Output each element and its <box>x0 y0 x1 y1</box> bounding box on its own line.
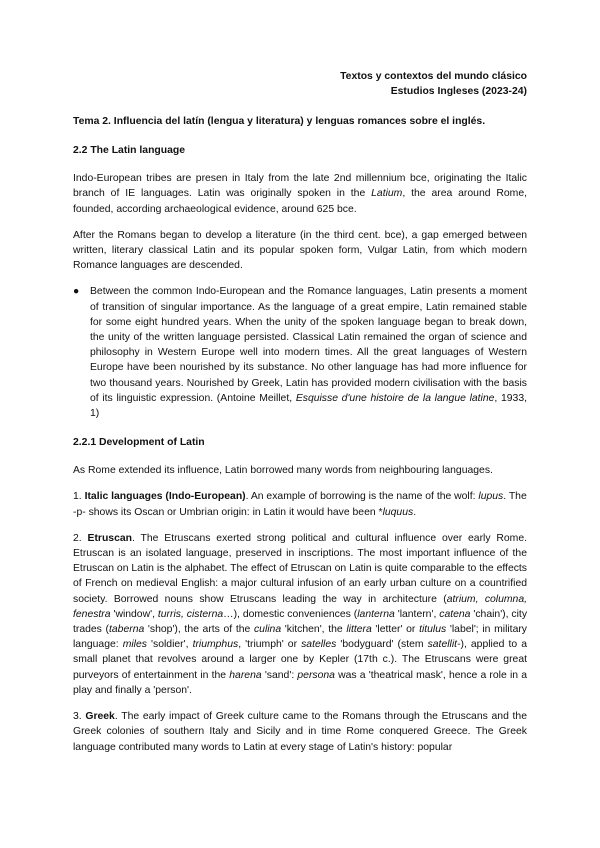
etruscan-title: Etruscan <box>87 532 132 544</box>
meillet-quote: ● Between the common Indo-European and the Romance languages, Latin presents a moment of transition of singular importance. As the language of a great empire, Latin remained stable for some eight hundred years. When the unity of the spoken language began to break down, the unity of the written language persisted. Classical Latin remained the organ of science and philosophy in Western Europe well into modern times. All the great languages of Western Europe have been nourished by its substance. No other language has had more influence for two thousand years. Nourished by Greek, Latin has provided modern civilisation with the basis of its linguistic expression. (Antoine Meillet, Esquisse d'une histoire de la langue latine, 1933, 1) <box>73 286 528 420</box>
intro-paragraph-2: After the Romans began to develop a literature (in the third cent. bce), a gap emerged between written, literary classical Latin and its popular spoken form, Vulgar Latin, from which modern Romance languages are descended. <box>73 229 527 272</box>
quote-list <box>73 284 527 421</box>
etruscan-paragraph: 2. Etruscan. The Etruscans exerted strong political and cultural influence over early Rome. Etruscan is an isolated language, preserved in inscriptions. The most important influence of the Etruscan on Latin is the alphabet. The effect of Etruscan on Latin is quite comparable to the effects of French on medieval English: a major cultural infusion of an early urban culture on a countrified society. Borrowed nouns show Etruscans leading the way in architecture (atrium, columna, fenestra 'window', turris, cisterna…), domestic conveniences (lanterna 'lantern', catena 'chain'), city trades (taberna 'shop'), the arts of the culina 'kitchen', the littera 'letter' or titulus 'label'; in military language: miles 'soldier', triumphus, 'triumph' or satelles 'bodyguard' (stem satellit-), applied to a small planet that revolves around a larger one by Kepler (17th c.). The Etruscans were great purveyors of entertainment in the harena 'sand': persona was a 'theatrical mask', hence a role in a play and finally a 'person'. <box>73 532 528 696</box>
book-title: Esquisse d'une histoire de la langue latine <box>295 392 495 404</box>
subsection-heading: 2.2.1 Development of Latin <box>73 437 205 449</box>
intro-paragraph-1: Indo-European tribes are presen in Italy from the late 2nd millennium bce, originating the Italic branch of IE languages. Latin was originally spoken in the Latium, the area around Rome, founded, according archaeological evidence, around 625 bce. <box>73 173 528 215</box>
bullet-icon: ● <box>73 286 80 298</box>
page-header <box>73 70 527 99</box>
italic-languages-title: Italic languages (Indo-European) <box>84 491 246 503</box>
latium-term: Latium <box>371 188 403 200</box>
development-intro: As Rome extended its influence, Latin borrowed many words from neighbouring languages. <box>73 465 493 477</box>
program-year: Estudios Ingleses (2023-24) <box>390 85 527 97</box>
greek-title: Greek <box>85 711 115 723</box>
italic-languages-paragraph: 1. Italic languages (Indo-European). An example of borrowing is the name of the wolf: lupus. The -p- shows its Oscan or Umbrian origin: in Latin it would have been *luquus. <box>73 491 527 518</box>
greek-paragraph: 3. Greek. The early impact of Greek culture came to the Romans through the Etruscans and the Greek colonies of southern Italy and Sicily and in time Rome conquered Greece. The Greek language contributed many words to Latin at every stage of Latin's history: popular <box>73 711 527 753</box>
section-heading: 2.2 The Latin language <box>73 145 186 157</box>
course-title: Textos y contextos del mundo clásico <box>340 71 527 82</box>
topic-title: Tema 2. Influencia del latín (lengua y literatura) y lenguas romances sobre el inglés. <box>73 116 486 127</box>
